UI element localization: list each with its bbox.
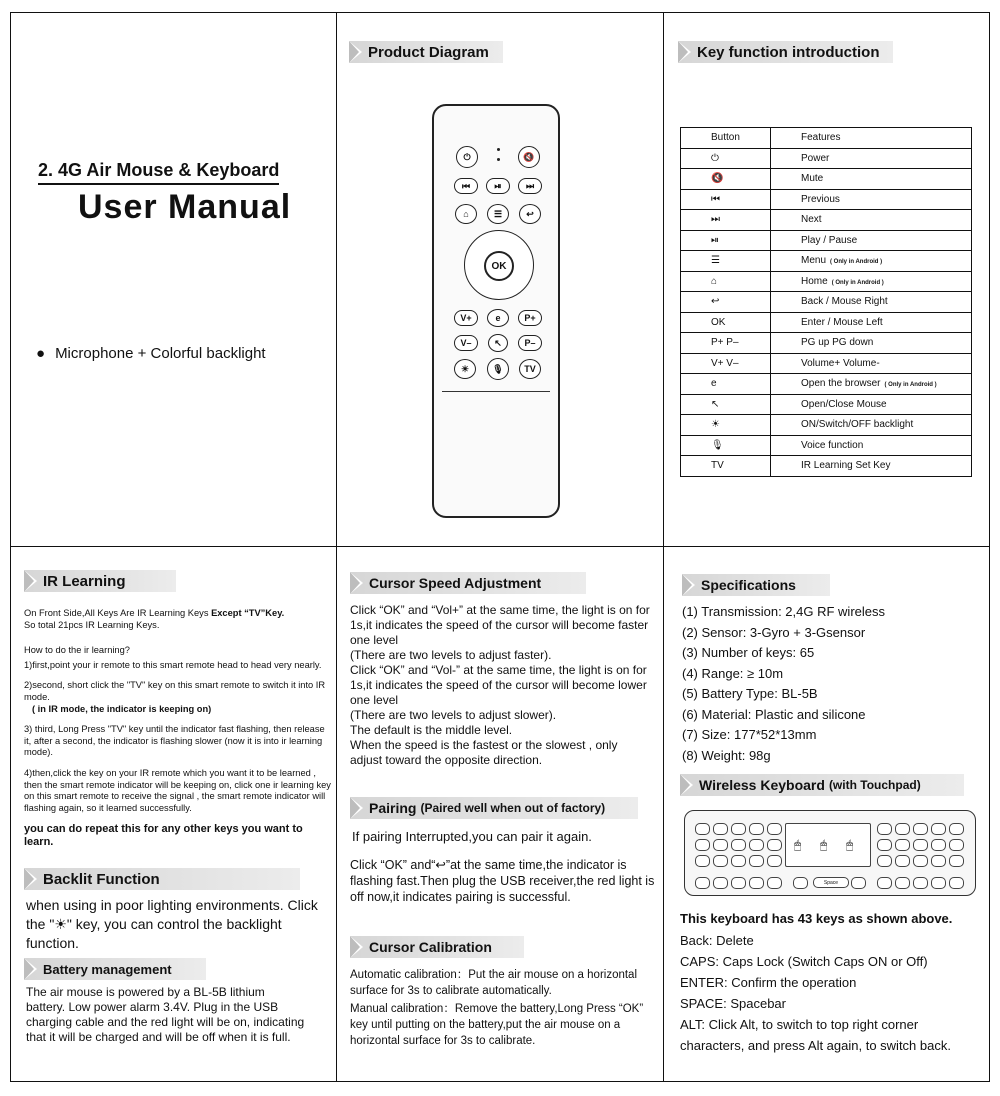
keyboard-note: ENTER: Confirm the operation: [680, 975, 857, 990]
keyboard-key: [713, 855, 728, 867]
divider: [663, 12, 664, 1082]
keyboard-key: [931, 877, 946, 889]
cover-title: User Manual: [78, 188, 292, 226]
table-row: [681, 353, 972, 374]
arrow-icon: [350, 797, 363, 819]
keyboard-key: [877, 855, 892, 867]
section-heading: Cursor Speed Adjustment: [350, 572, 586, 594]
spec-item: (7) Size: 177*52*13mm: [682, 727, 817, 742]
key-button-cell: OK: [681, 312, 771, 333]
keyboard-key: [695, 877, 710, 889]
key-button-cell: ⌂: [681, 271, 771, 292]
battery-text: The air mouse is powered by a BL-5B lithium battery. Low power alarm 3.4V. Plug in the USB charging cable and the red light will be on, indicating that it will be charged and will be off when it is full.: [26, 985, 305, 1044]
keyboard-key: [949, 823, 964, 835]
keyboard-key: [949, 877, 964, 889]
spec-item: (2) Sensor: 3-Gyro + 3-Gsensor: [682, 624, 866, 640]
column-header: Button: [681, 128, 771, 149]
key-feature-cell: Play / Pause: [771, 230, 972, 251]
keyboard-key: [695, 839, 710, 851]
menu-icon: ☰: [487, 204, 509, 224]
arrow-icon: [350, 572, 363, 594]
spec-item: (3) Number of keys: 65: [682, 645, 815, 660]
play-pause-icon: ⏯: [486, 178, 510, 194]
keyboard-key: [895, 855, 910, 867]
keyboard-key: [749, 823, 764, 835]
keyboard-key: [731, 823, 746, 835]
spec-item: (5) Battery Type: BL-5B: [682, 686, 818, 701]
key-feature-cell: Volume+ Volume-: [771, 353, 972, 374]
keyboard-key: [767, 823, 782, 835]
key-button-cell: P+ P–: [681, 333, 771, 354]
keyboard-note: CAPS: Caps Lock (Switch Caps ON or Off): [680, 954, 928, 969]
table-row: [681, 230, 972, 251]
table-row: [681, 394, 972, 415]
calibration-manual: Manual calibration：Remove the battery,Long Press “OK” key until putting on the battery,put the air mouse on a horizontal surface for 3s to calibrate.: [350, 1003, 644, 1047]
key-button-cell: ☰: [681, 251, 771, 272]
table-row: [681, 415, 972, 436]
key-button-cell: 🎙: [681, 435, 771, 456]
cursor-speed-line: (There are two levels to adjust faster).: [350, 648, 552, 662]
next-icon: ⏭: [518, 178, 542, 194]
key-feature-cell: Voice function: [771, 435, 972, 456]
key-button-cell: ↖: [681, 394, 771, 415]
table-row: [681, 312, 972, 333]
indicator-light: [497, 148, 500, 151]
keyboard-key: [767, 877, 782, 889]
key-feature-cell: Open the browser ( Only in Android ): [771, 374, 972, 395]
key-button-cell: e: [681, 374, 771, 395]
keyboard-key: [913, 877, 928, 889]
arrow-icon: [682, 574, 695, 596]
table-row: [681, 374, 972, 395]
keyboard-key: [949, 855, 964, 867]
ir-step-2-note: ( in IR mode, the indicator is keeping on): [32, 703, 212, 714]
ir-intro-emphasis: Except “TV”Key.: [211, 608, 285, 618]
spec-item: (8) Weight: 98g: [682, 747, 771, 763]
volume-up-key: V+: [454, 310, 478, 326]
key-feature-cell: PG up PG down: [771, 333, 972, 354]
key-feature-cell: Power: [771, 148, 972, 169]
ir-intro-2: So total 21pcs IR Learning Keys.: [24, 619, 160, 630]
previous-icon: ⏮: [454, 178, 478, 194]
keyboard-diagram: [684, 810, 976, 896]
touchpad: [785, 823, 871, 867]
table-row: [681, 210, 972, 231]
table-row: [681, 292, 972, 313]
key-function-table: [680, 127, 972, 477]
arrow-icon: [24, 958, 37, 980]
keyboard-key: [749, 877, 764, 889]
ir-howto: How to do the ir learning?: [24, 645, 130, 656]
keyboard-key: [877, 839, 892, 851]
divider: [10, 546, 990, 547]
cursor-speed-line: When the speed is the fastest or the slowest , only adjust toward the opposite direction.: [350, 738, 618, 767]
key-button-cell: ⏮: [681, 189, 771, 210]
keyboard-key: [913, 823, 928, 835]
table-row: [681, 271, 972, 292]
arrow-icon: [24, 570, 37, 592]
key-feature-cell: ON/Switch/OFF backlight: [771, 415, 972, 436]
key-feature-cell: Previous: [771, 189, 972, 210]
back-icon: ↩: [519, 204, 541, 224]
key-button-cell: ⏭: [681, 210, 771, 231]
cover-subtitle: 2. 4G Air Mouse & Keyboard: [38, 160, 279, 185]
keyboard-key: [895, 839, 910, 851]
key-feature-cell: Back / Mouse Right: [771, 292, 972, 313]
volume-down-key: V–: [454, 335, 478, 351]
keyboard-key: [877, 823, 892, 835]
keyboard-note: Back: Delete: [680, 933, 754, 948]
keyboard-key: [931, 839, 946, 851]
arrow-icon: [680, 774, 693, 796]
calibration-auto: Automatic calibration：Put the air mouse on a horizontal surface for 3s to calibrate automatically.: [350, 969, 638, 997]
cursor-speed-line: The default is the middle level.: [350, 723, 513, 737]
key-button-cell: ↩: [681, 292, 771, 313]
keyboard-key: [695, 823, 710, 835]
key-button-cell: V+ V–: [681, 353, 771, 374]
section-heading: Product Diagram: [349, 41, 503, 63]
keyboard-key: [767, 839, 782, 851]
keyboard-key: [731, 877, 746, 889]
table-row: [681, 169, 972, 190]
table-row: [681, 148, 972, 169]
section-heading: IR Learning: [24, 570, 176, 592]
keyboard-key: [749, 855, 764, 867]
keyboard-key: [877, 877, 892, 889]
key-feature-cell: IR Learning Set Key: [771, 456, 972, 477]
cursor-speed-text: [350, 603, 650, 768]
key-feature-cell: Enter / Mouse Left: [771, 312, 972, 333]
spec-item: (6) Material: Plastic and silicone: [682, 706, 866, 722]
space-key: Space: [813, 877, 849, 888]
ir-intro: On Front Side,All Keys Are IR Learning Keys: [24, 608, 212, 618]
table-row: [681, 189, 972, 210]
mouse-icon: 🖱: [846, 838, 854, 852]
arrow-icon: [678, 41, 691, 63]
table-row: [681, 251, 972, 272]
key-button-cell: ⏻: [681, 148, 771, 169]
keyboard-note: SPACE: Spacebar: [680, 996, 786, 1011]
mute-icon: 🔇: [518, 146, 540, 168]
keyboard-key: [913, 855, 928, 867]
column-header: Features: [771, 128, 972, 149]
page-down-key: P–: [518, 335, 542, 351]
browser-icon: e: [487, 309, 509, 327]
ir-repeat: you can do repeat this for any other keys you want to learn.: [24, 822, 303, 849]
ir-step-2: 2)second, short click the "TV" key on this smart remote to switch it into IR mode.: [24, 680, 326, 703]
keyboard-key: [749, 839, 764, 851]
section-heading: Battery management: [24, 958, 206, 980]
cursor-speed-line: (There are two levels to adjust slower).: [350, 708, 557, 722]
keyboard-key: [851, 877, 866, 889]
home-icon: ⌂: [455, 204, 477, 224]
key-feature-cell: Open/Close Mouse: [771, 394, 972, 415]
spec-item: (4) Range: ≥ 10m: [682, 665, 784, 681]
keyboard-key: [895, 877, 910, 889]
backlit-text: when using in poor lighting environments. Click the "☀" key, you can control the backlight function.: [26, 897, 318, 951]
ir-step-3: 3) third, Long Press "TV" key until the indicator fast flashing, then release it, after a second, the indicator is flashing slower (now it is into ir learning mode).: [24, 724, 325, 758]
section-heading: Backlit Function: [24, 868, 300, 890]
cover-feature: ● Microphone + Colorful backlight: [36, 345, 266, 362]
microphone-icon: 🎙: [487, 358, 509, 380]
keyboard-key: [931, 823, 946, 835]
section-heading: Cursor Calibration: [350, 936, 524, 958]
keyboard-key: [895, 823, 910, 835]
pairing-text-1: If pairing Interrupted,you can pair it again.: [352, 829, 592, 844]
ir-step-1: 1)first,point your ir remote to this smart remote head to head very nearly.: [24, 659, 322, 670]
table-row: [681, 435, 972, 456]
tv-key: TV: [519, 359, 541, 379]
keyboard-key: [731, 855, 746, 867]
ir-learning-text: [24, 608, 334, 850]
table-row: [681, 456, 972, 477]
keyboard-key: [695, 855, 710, 867]
remote-control-diagram: [432, 104, 560, 518]
mouse-icon: ↖: [488, 334, 508, 352]
key-button-cell: TV: [681, 456, 771, 477]
indicator-light: [497, 158, 500, 161]
power-icon: ⏻: [456, 146, 478, 168]
keyboard-note: ALT: Click Alt, to switch to top right corner characters, and press Alt again, to switch back.: [680, 1017, 951, 1053]
pairing-text-2: Click “OK” and“↩”at the same time,the indicator is flashing fast.Then plug the USB receiver,the red light is off now,it indicates pairing is successful.: [350, 858, 655, 904]
table-header-row: [681, 128, 972, 149]
section-heading: Specifications: [682, 574, 830, 596]
keyboard-key: [767, 855, 782, 867]
keyboard-key: [713, 877, 728, 889]
section-heading: Key function introduction: [678, 41, 893, 63]
ir-step-4: 4)then,click the key on your IR remote which you want it to be learned , then the smart remote indicator will be keeping on, click one ir learning key on this smart remote to receive the signal , the smart remote indicator will flashing again, so it learned successfully.: [24, 768, 331, 813]
key-button-cell: 🔇: [681, 169, 771, 190]
mouse-icon: 🖱: [794, 838, 802, 852]
keyboard-key: [931, 855, 946, 867]
keyboard-key: [949, 839, 964, 851]
key-feature-cell: Next: [771, 210, 972, 231]
keyboard-key: [713, 839, 728, 851]
remote-seam: [442, 391, 550, 392]
page-up-key: P+: [518, 310, 542, 326]
keyboard-notes: [680, 930, 980, 1056]
key-feature-cell: Mute: [771, 169, 972, 190]
keyboard-summary: This keyboard has 43 keys as shown above.: [680, 911, 953, 926]
keyboard-key: [913, 839, 928, 851]
key-feature-cell: Menu ( Only in Android ): [771, 251, 972, 272]
cursor-speed-line: Click “OK” and “Vol-” at the same time, the light is on for 1s,it indicates the speed of the cursor will become lower one level: [350, 663, 647, 707]
mouse-icon: 🖱: [820, 838, 828, 852]
arrow-icon: [350, 936, 363, 958]
specifications-list: [682, 602, 885, 766]
table-row: [681, 333, 972, 354]
key-button-cell: ⏯: [681, 230, 771, 251]
arrow-icon: [349, 41, 362, 63]
spec-item: (1) Transmission: 2,4G RF wireless: [682, 604, 885, 619]
keyboard-key: [713, 823, 728, 835]
key-feature-cell: Home ( Only in Android ): [771, 271, 972, 292]
section-heading: Wireless Keyboard (with Touchpad): [680, 774, 964, 796]
cursor-speed-line: Click “OK” and “Vol+” at the same time, the light is on for 1s,it indicates the speed of the cursor will become faster one level: [350, 603, 650, 647]
arrow-icon: [24, 868, 37, 890]
section-heading: Pairing (Paired well when out of factory): [350, 797, 638, 819]
keyboard-key: [793, 877, 808, 889]
keyboard-key: [731, 839, 746, 851]
backlight-icon: ☀: [454, 359, 476, 379]
ok-button-diagram: OK: [484, 251, 514, 281]
key-button-cell: ☀: [681, 415, 771, 436]
